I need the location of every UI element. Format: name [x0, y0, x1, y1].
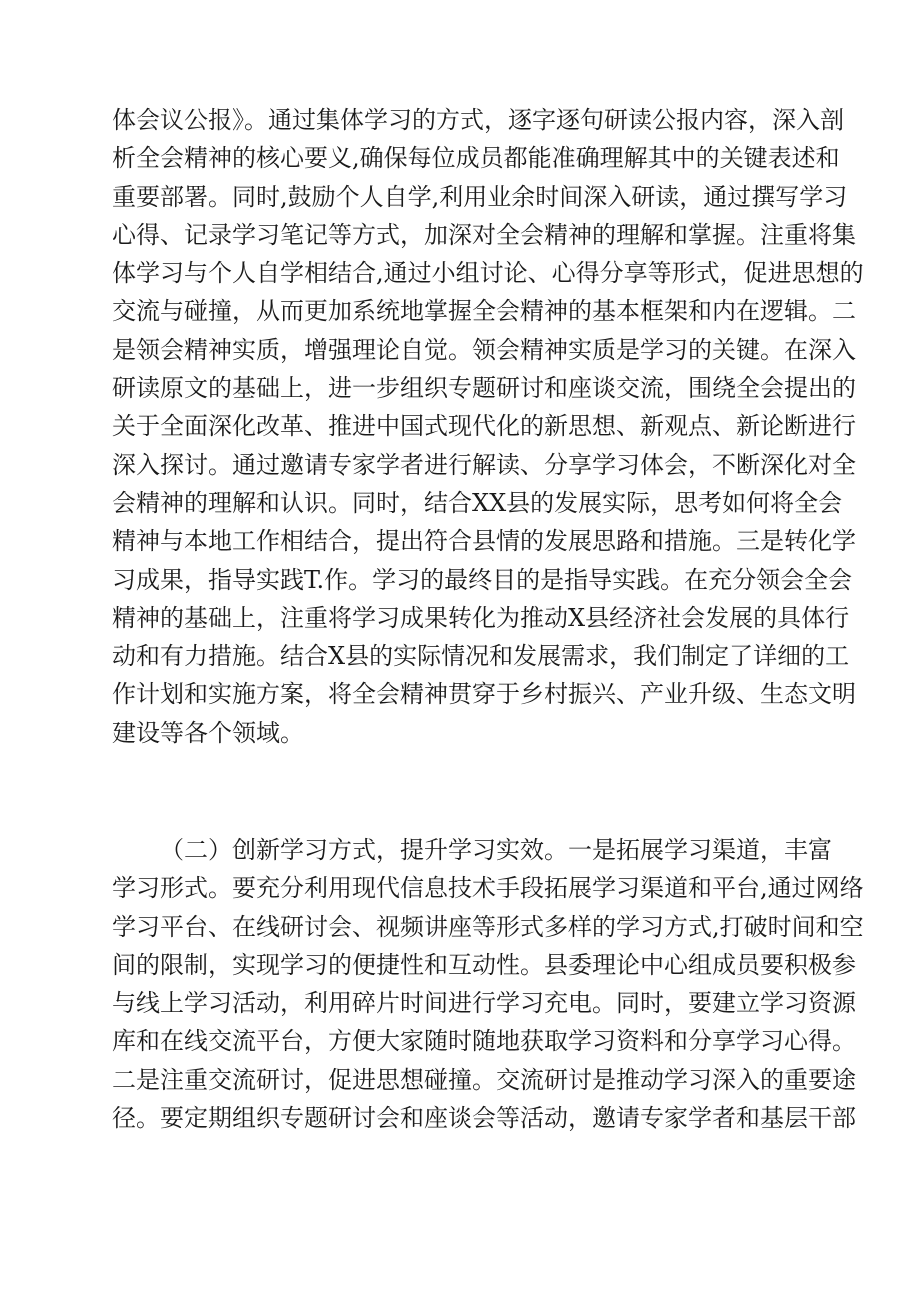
- text-line: 体会议公报》。通过集体学习的方式，逐字逐句研读公报内容，深入剖: [112, 106, 844, 134]
- text-line: 交流与碰撞，从而更加系统地掌握全会精神的基本框架和内在逻辑。二: [112, 297, 856, 326]
- text-line: 作计划和实施方案，将全会精神贯穿于乡村振兴、产业升级、生态文明: [112, 680, 856, 709]
- text-line: 动和有力措施。结合X县的实际情况和发展需求，我们制定了详细的工: [112, 642, 850, 671]
- text-line: 建设等各个领域。: [112, 718, 304, 747]
- text-line: 学习平台、在线研讨会、视频讲座等形式多样的学习方式,打破时间和空: [112, 912, 864, 941]
- text-line: 是领会精神实质，增强理论自觉。领会精神实质是学习的关键。在深入: [112, 335, 856, 364]
- text-line: 析全会精神的核心要义,确保每位成员都能准确理解其中的关键表述和: [112, 144, 840, 173]
- text-line: 心得、记录学习笔记等方式，加深对全会精神的理解和掌握。注重将集: [112, 220, 856, 249]
- text-line: 学习形式。要充分利用现代信息技术手段拓展学习渠道和平台,通过网络: [112, 874, 864, 903]
- text-line: 精神与本地工作相结合，提出符合县情的发展思路和措施。三是转化学: [112, 527, 856, 556]
- text-line: 间的限制，实现学习的便捷性和互动性。县委理论中心组成员要积极参: [112, 950, 856, 979]
- text-line: 重要部署。同时,鼓励个人自学,利用业余时间深入研读，通过撰写学习: [112, 182, 848, 211]
- body-paragraph-1: [112, 101, 864, 752]
- text-line: 关于全面深化改革、推进中国式现代化的新思想、新观点、新论断进行: [112, 412, 856, 441]
- text-line: 与线上学习活动，利用碎片时间进行学习充电。同时，要建立学习资源: [112, 989, 856, 1018]
- text-line: 径。要定期组织专题研讨会和座谈会等活动，邀请专家学者和基层干部: [112, 1104, 856, 1133]
- section-heading-line: （二）创新学习方式，提升学习实效。一是拓展学习渠道，丰富: [160, 836, 832, 864]
- text-line: 库和在线交流平台，方便大家随时随地获取学习资料和分享学习心得。: [112, 1027, 856, 1056]
- text-line: 深入探讨。通过邀请专家学者进行解读、分享学习体会，不断深化对全: [112, 450, 856, 479]
- text-line: 会精神的理解和认识。同时，结合XX县的发展实际，思考如何将全会: [112, 488, 843, 517]
- text-line: 二是注重交流研讨，促进思想碰撞。交流研讨是推动学习深入的重要途: [112, 1065, 856, 1094]
- text-line: 精神的基础上，注重将学习成果转化为推动X县经济社会发展的具体行: [112, 603, 850, 632]
- body-paragraph-2: [112, 831, 864, 1137]
- text-line: 体学习与个人自学相结合,通过小组讨论、心得分享等形式，促进思想的: [112, 259, 864, 288]
- text-line: 研读原文的基础上，进一步组织专题研讨和座谈交流，围绕全会提出的: [112, 374, 856, 403]
- text-line: 习成果，指导实践T.作。学习的最终目的是指导实践。在充分领会全会: [112, 565, 853, 594]
